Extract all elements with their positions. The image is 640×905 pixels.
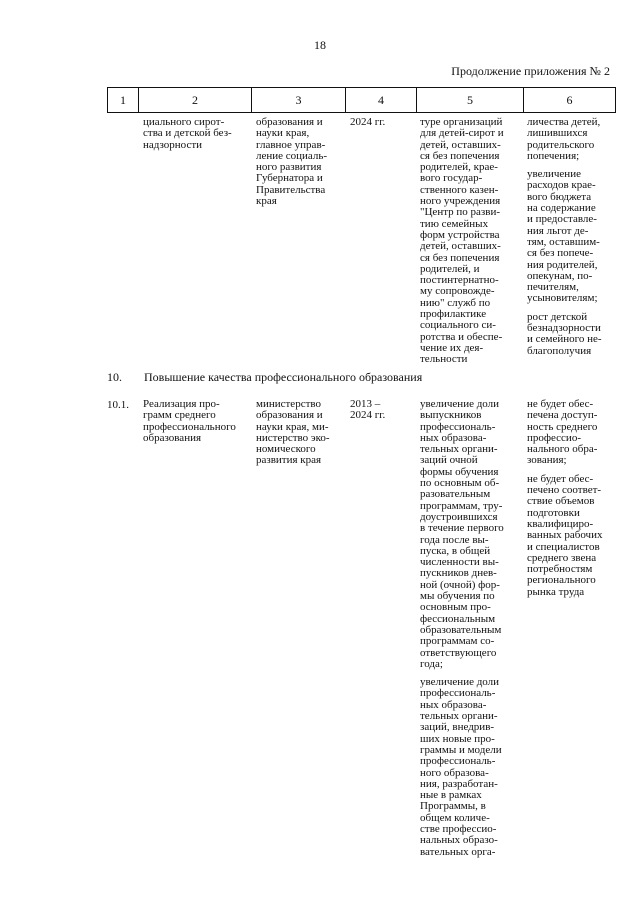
cont-row-col5-text: туре организаций для детей-сирот и детей, оставших- ся без попечения родителей, крае- вого государ- ственного казен- ного учреждения "Центр по разви- тию семейных форм устройства детей, оставших- ся без попечения родителей, и постинтернатно- му сопровожде- нию" служб по профилактике социального си- ротства и обеспе- чение их дея- тельности (420, 116, 504, 366)
header-col-6: 6 (566, 93, 573, 107)
cont-row-col6-item: увеличение расходов крае- вого бюджета на содержание и предоставле- ния льгот де- тям, оставшим- ся без попече- ния родителей, опекунам, по- печителям, усыновителям; (527, 168, 600, 305)
row-10-1-col5-cell (420, 399, 504, 858)
header-col-4: 4 (378, 93, 384, 107)
table-header-row (107, 87, 616, 113)
row-10-1-col5-item: увеличение доли профессиональ- ных образова- тельных органи- заций, внедрив- ших новые про- граммы и модели профессиональ- ного образова- ния, разработан- ные в рамках Программы, в общем количе- стве профессио- нальных образо- вательных орга- (420, 676, 502, 858)
row-10-1-col3-text: министерство образования и науки края, ми- нистерство эко- номического развития края (256, 398, 330, 467)
cont-row-col3-text: образования и науки края, главное управ- ление социаль- ного развития Губернатора и Правительства края (256, 116, 328, 208)
section-number: 10. (107, 370, 122, 384)
header-col-3: 3 (295, 93, 302, 107)
cont-row-col6-item: личества детей, лишившихся родительского попечения; (527, 116, 601, 162)
header-col-5: 5 (467, 93, 473, 107)
row-10-1-col6-item: не будет обес- печена доступ- ность среднего профессио- нального обра- зования; (527, 398, 598, 467)
cont-row-col2-text: циального сирот- ства и детской без- надзорности (143, 116, 232, 151)
section-heading (107, 370, 422, 385)
cont-row-col4-text: 2024 гг. (350, 116, 386, 128)
row-10-1-col4-text: 2013 – 2024 гг. (350, 398, 386, 422)
header-col-1: 1 (120, 93, 126, 107)
page-number: 18 (314, 38, 326, 52)
row-10-1-col2-text: Реализация про- грамм среднего профессионального образования (143, 398, 236, 444)
cont-row-col6-cell (527, 117, 602, 357)
cont-row-col6-item: рост детской безнадзорности и семейного не- благополучия (527, 310, 602, 357)
section-title: Повышение качества профессионального образования (144, 370, 423, 384)
row-10-1-col5-item: увеличение доли выпускников профессиональ- ных образова- тельных органи- заций очной формы обучения по основным об- разовательным программам, тру- доустроившихся в течение первого года после вы- пуска, в общей численности вы- пускников днев- ной (очной) фор- мы обучения по основным про- фессиональным образовательным программам со- ответствующего года; (420, 398, 504, 670)
row-10-1-col6-cell (527, 399, 602, 598)
appendix-continuation-label: Продолжение приложения № 2 (451, 64, 610, 78)
row-10-1-col6-item: не будет обес- печено соответ- ствие объемов подготовки квалифициро- ванных рабочих и специалистов среднего звена потребностям регионального рынка труда (527, 472, 603, 598)
row-number: 10.1. (107, 399, 129, 411)
header-col-2: 2 (192, 93, 198, 107)
